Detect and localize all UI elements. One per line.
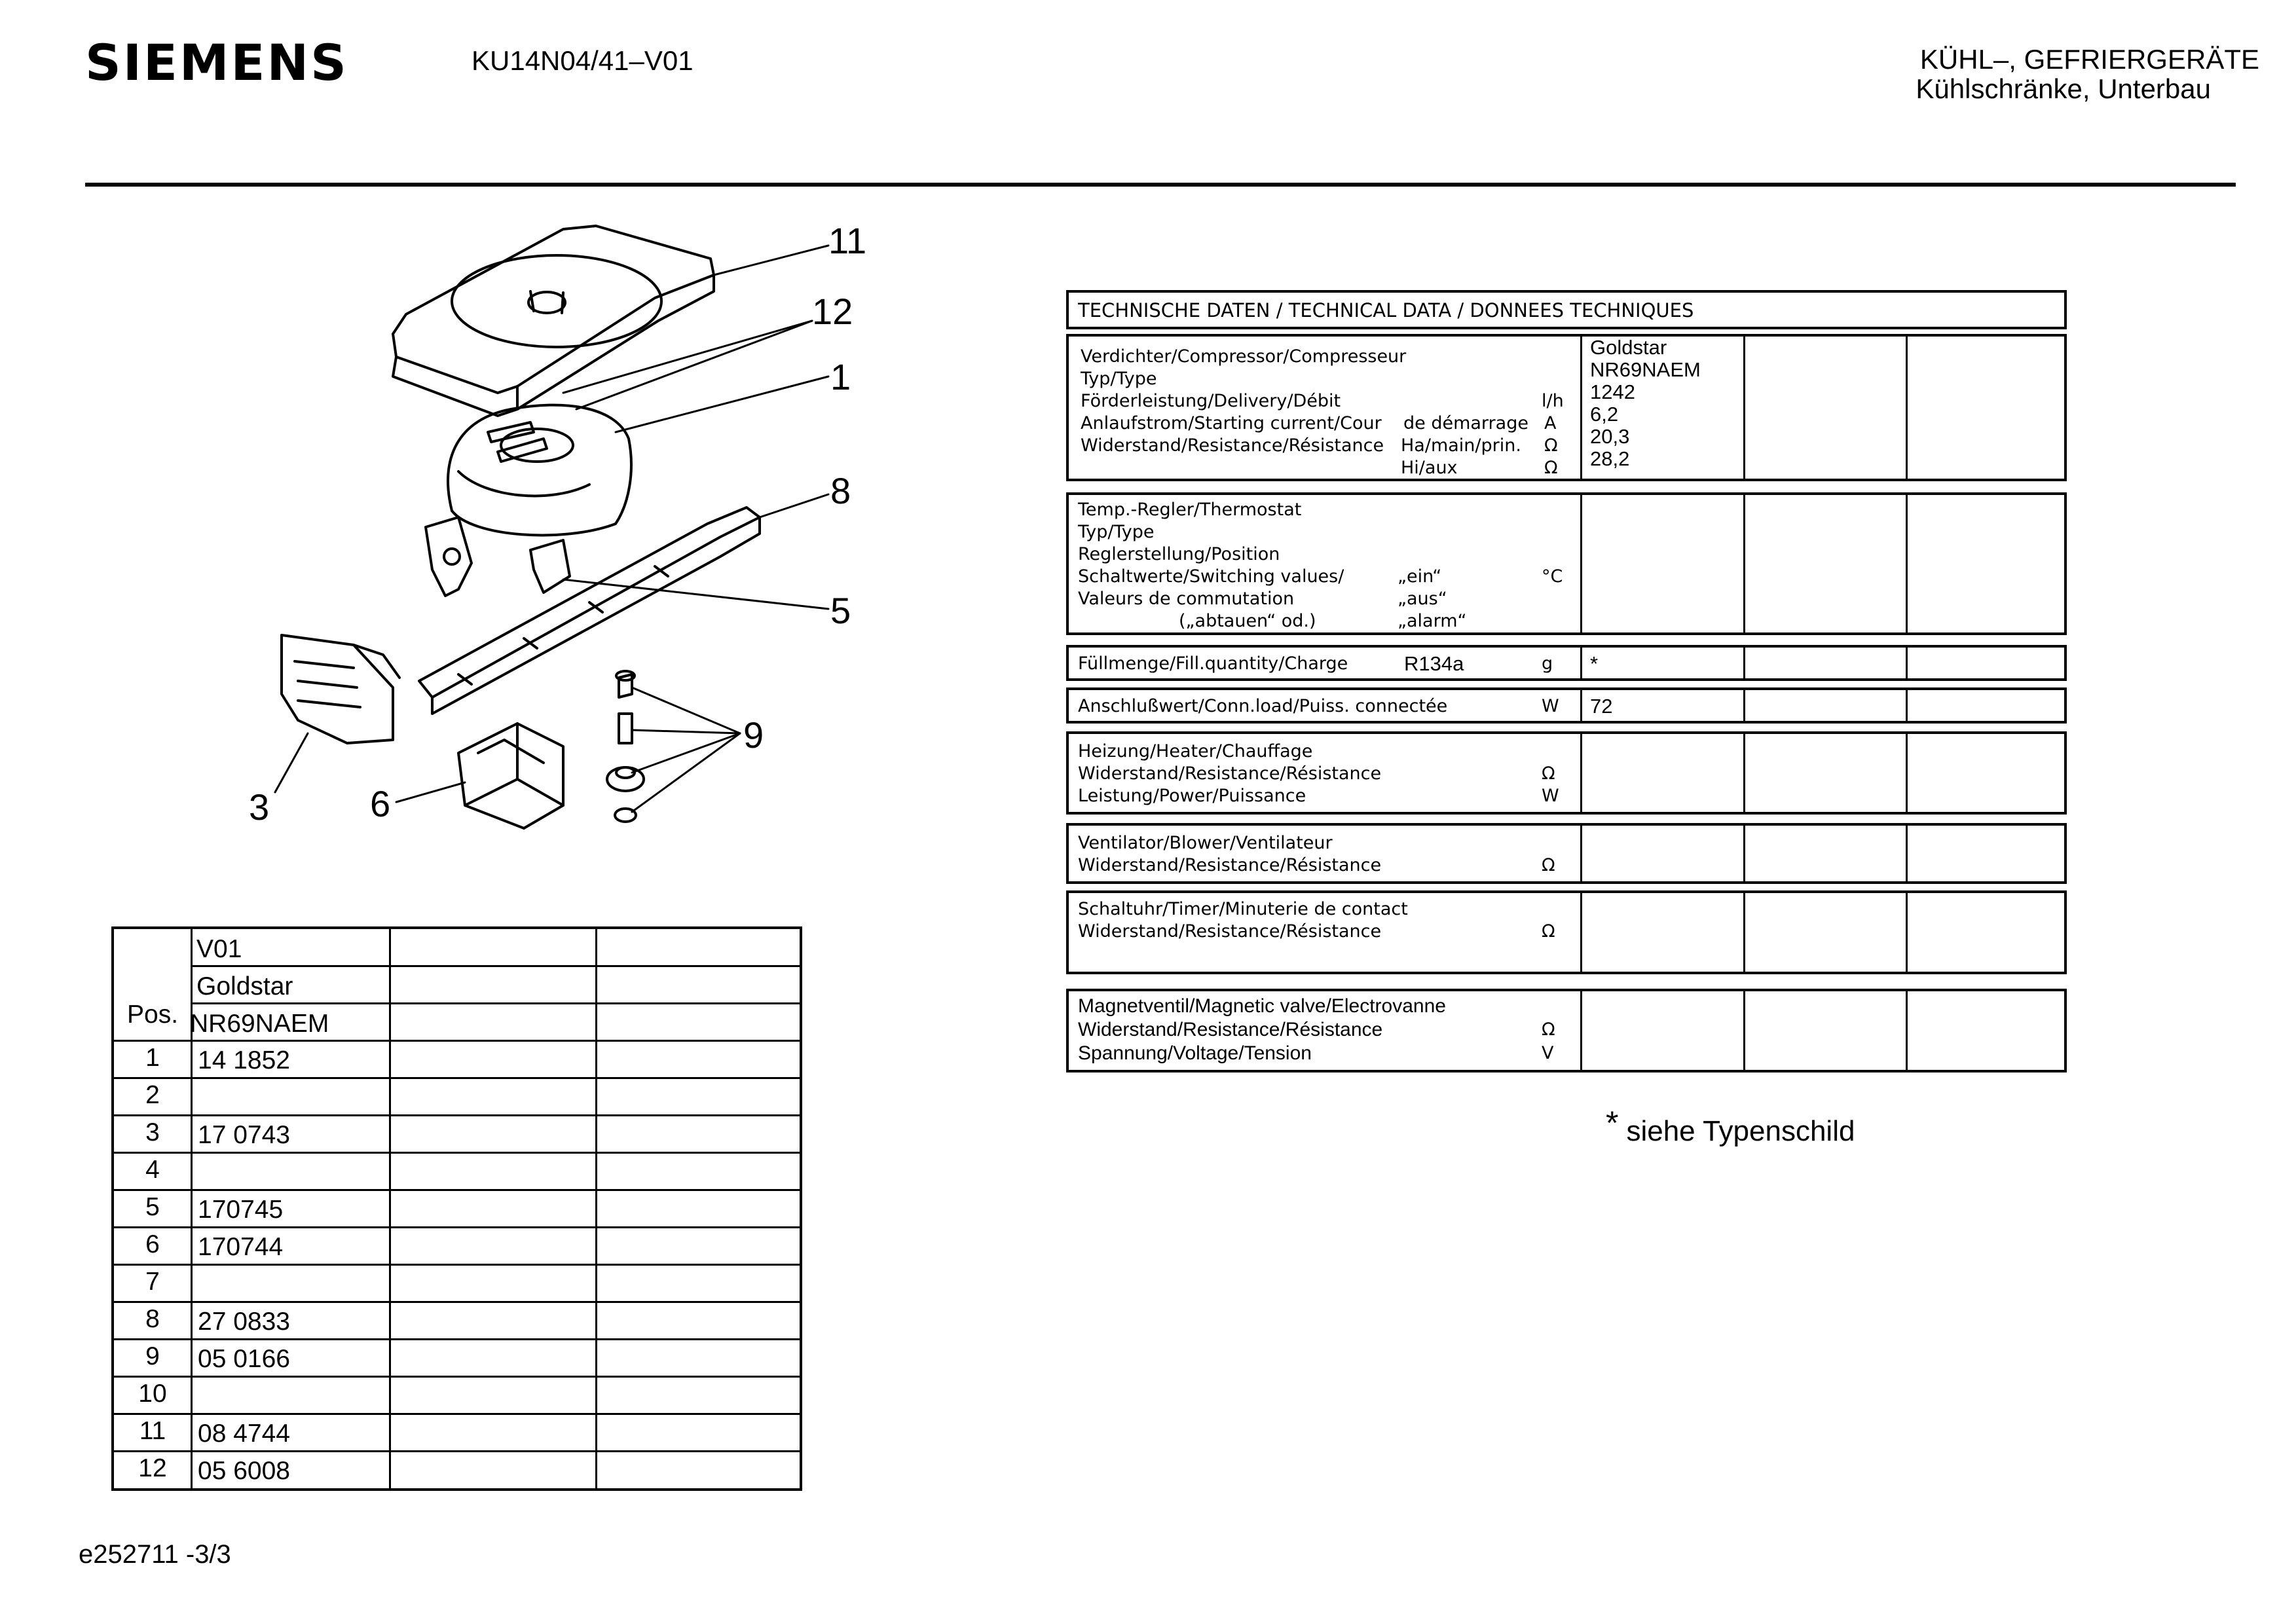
unit-celsius: °C bbox=[1542, 566, 1563, 587]
brand-logo: SIEMENS bbox=[85, 33, 348, 92]
part-pos: 6 bbox=[145, 1230, 160, 1258]
timer-resistance-label: Widerstand/Resistance/Résistance bbox=[1078, 921, 1382, 942]
unit-current: A bbox=[1544, 413, 1557, 433]
part-pos: 1 bbox=[145, 1044, 160, 1072]
fill-quantity-section bbox=[1066, 645, 2067, 681]
part-number: 170744 bbox=[198, 1233, 284, 1261]
thermostat-label: Temp.-Regler/Thermostat bbox=[1078, 500, 1302, 520]
header-divider bbox=[85, 183, 2236, 187]
commutation-label: Valeurs de commutation bbox=[1078, 589, 1295, 609]
defrost-label: („abtauen“ od.) bbox=[1179, 611, 1316, 631]
value-resistance-main: 20,3 bbox=[1590, 425, 1630, 448]
starting-sub-label: de démarrage bbox=[1403, 413, 1528, 433]
unit-delivery: l/h bbox=[1542, 391, 1564, 411]
part-number: 14 1852 bbox=[198, 1046, 290, 1074]
unit-ohm-main: Ω bbox=[1544, 435, 1558, 456]
heater-power-label: Leistung/Power/Puissance bbox=[1078, 786, 1306, 806]
heater-section bbox=[1066, 731, 2067, 815]
main-winding-label: Ha/main/prin. bbox=[1401, 435, 1521, 456]
valve-label: Magnetventil/Magnetic valve/Electrovanne bbox=[1078, 995, 1446, 1017]
state-on: „ein“ bbox=[1398, 566, 1442, 587]
tech-title: TECHNISCHE DATEN / TECHNICAL DATA / DONNEES TECHNIQUES bbox=[1078, 299, 1694, 321]
base-rail-part-8 bbox=[419, 507, 760, 714]
unit-heater-ohm: Ω bbox=[1542, 763, 1555, 784]
relay-clip-part-5 bbox=[426, 517, 570, 596]
callout-11: 11 bbox=[828, 220, 867, 261]
connected-load-section bbox=[1066, 687, 2067, 724]
part-number: 170745 bbox=[198, 1196, 284, 1224]
pos-header: Pos. bbox=[127, 1000, 179, 1029]
blower-section bbox=[1066, 823, 2067, 884]
part-pos: 3 bbox=[145, 1118, 160, 1146]
position-label: Reglerstellung/Position bbox=[1078, 544, 1280, 564]
starting-relay-part-3 bbox=[282, 635, 399, 743]
blower-resistance-label: Widerstand/Resistance/Résistance bbox=[1078, 855, 1382, 875]
callout-12: 12 bbox=[812, 291, 853, 332]
unit-gram: g bbox=[1542, 653, 1553, 674]
value-model: NR69NAEM bbox=[1590, 358, 1701, 381]
unit-heater-watt: W bbox=[1542, 786, 1559, 806]
part-pos: 2 bbox=[145, 1081, 160, 1109]
timer-section bbox=[1066, 890, 2067, 974]
type-label: Typ/Type bbox=[1081, 369, 1157, 389]
compressor-model-label: NR69NAEM bbox=[190, 1010, 329, 1038]
compressor-section bbox=[1066, 334, 2067, 481]
part-pos: 11 bbox=[139, 1417, 166, 1445]
drip-tray-part-11 bbox=[393, 226, 714, 416]
part-number: 05 6008 bbox=[198, 1457, 290, 1485]
part-pos: 9 bbox=[145, 1342, 160, 1370]
fill-quantity-label: Füllmenge/Fill.quantity/Charge bbox=[1078, 653, 1348, 674]
callout-3: 3 bbox=[249, 786, 270, 828]
refrigerant-type: R134a bbox=[1404, 652, 1464, 675]
timer-label: Schaltuhr/Timer/Minuterie de contact bbox=[1078, 899, 1408, 919]
value-connected-load: 72 bbox=[1590, 695, 1613, 718]
callout-6: 6 bbox=[370, 783, 391, 824]
switching-values-label: Schaltwerte/Switching values/ bbox=[1078, 566, 1344, 587]
part-number: 08 4744 bbox=[198, 1420, 290, 1448]
unit-ohm-aux: Ω bbox=[1544, 458, 1558, 478]
callout-5: 5 bbox=[830, 590, 851, 631]
state-alarm: „alarm“ bbox=[1398, 611, 1467, 631]
unit-valve-ohm: Ω bbox=[1542, 1019, 1555, 1040]
category-title: KÜHL–, GEFRIERGERÄTE bbox=[1919, 44, 2259, 75]
part-number: 05 0166 bbox=[198, 1345, 290, 1373]
blower-label: Ventilator/Blower/Ventilateur bbox=[1078, 833, 1333, 853]
valve-resistance-label: Widerstand/Resistance/Résistance bbox=[1078, 1019, 1383, 1040]
document-id: e252711 -3/3 bbox=[79, 1540, 231, 1569]
value-resistance-aux: 28,2 bbox=[1590, 447, 1630, 470]
delivery-label: Förderleistung/Delivery/Débit bbox=[1081, 391, 1341, 411]
starting-current-label: Anlaufstrom/Starting current/Cour bbox=[1081, 413, 1382, 433]
nameplate-note bbox=[1606, 1105, 1855, 1147]
valve-voltage-label: Spannung/Voltage/Tension bbox=[1078, 1042, 1312, 1064]
value-fill: * bbox=[1590, 652, 1599, 675]
connected-load-label: Anschlußwert/Conn.load/Puiss. connectée bbox=[1078, 696, 1448, 716]
category-subtitle: Kühlschränke, Unterbau bbox=[1916, 73, 2211, 104]
callout-1: 1 bbox=[830, 356, 851, 397]
state-off: „aus“ bbox=[1398, 589, 1447, 609]
mounting-grommets-part-9 bbox=[607, 671, 644, 822]
part-number: 17 0743 bbox=[198, 1121, 290, 1149]
compressor-label: Verdichter/Compressor/Compresseur bbox=[1081, 346, 1407, 367]
compressor-brand-label: Goldstar bbox=[196, 972, 293, 1000]
value-delivery: 1242 bbox=[1590, 380, 1635, 403]
value-current: 6,2 bbox=[1590, 403, 1619, 426]
part-number: 27 0833 bbox=[198, 1308, 290, 1336]
unit-valve-volt: V bbox=[1542, 1043, 1554, 1063]
aux-winding-label: Hi/aux bbox=[1401, 458, 1458, 478]
unit-blower-ohm: Ω bbox=[1542, 855, 1555, 875]
note-asterisk: * bbox=[1606, 1105, 1619, 1141]
version-label: V01 bbox=[196, 935, 242, 963]
tech-title-box bbox=[1066, 290, 2067, 329]
resistance-label: Widerstand/Resistance/Résistance bbox=[1081, 435, 1384, 456]
thermostat-type-label: Typ/Type bbox=[1078, 522, 1155, 542]
heater-resistance-label: Widerstand/Resistance/Résistance bbox=[1078, 763, 1382, 784]
part-pos: 4 bbox=[145, 1156, 160, 1184]
heater-label: Heizung/Heater/Chauffage bbox=[1078, 741, 1313, 761]
callout-8: 8 bbox=[830, 470, 851, 511]
valve-section bbox=[1066, 989, 2067, 1072]
note-text: siehe Typenschild bbox=[1626, 1115, 1855, 1147]
callout-9: 9 bbox=[743, 714, 764, 756]
part-pos: 7 bbox=[145, 1268, 160, 1296]
unit-timer-ohm: Ω bbox=[1542, 921, 1555, 942]
model-number: KU14N04/41–V01 bbox=[472, 45, 694, 76]
unit-watt: W bbox=[1542, 696, 1559, 716]
value-brand: Goldstar bbox=[1590, 336, 1667, 359]
part-pos: 8 bbox=[145, 1305, 160, 1333]
compressor-part-1 bbox=[448, 405, 631, 536]
part-pos: 12 bbox=[138, 1454, 167, 1482]
exploded-parts-diagram bbox=[216, 216, 871, 871]
thermostat-section bbox=[1066, 492, 2067, 635]
part-pos: 10 bbox=[138, 1380, 167, 1408]
terminal-cover-part-6 bbox=[458, 724, 563, 828]
part-pos: 5 bbox=[145, 1193, 160, 1221]
